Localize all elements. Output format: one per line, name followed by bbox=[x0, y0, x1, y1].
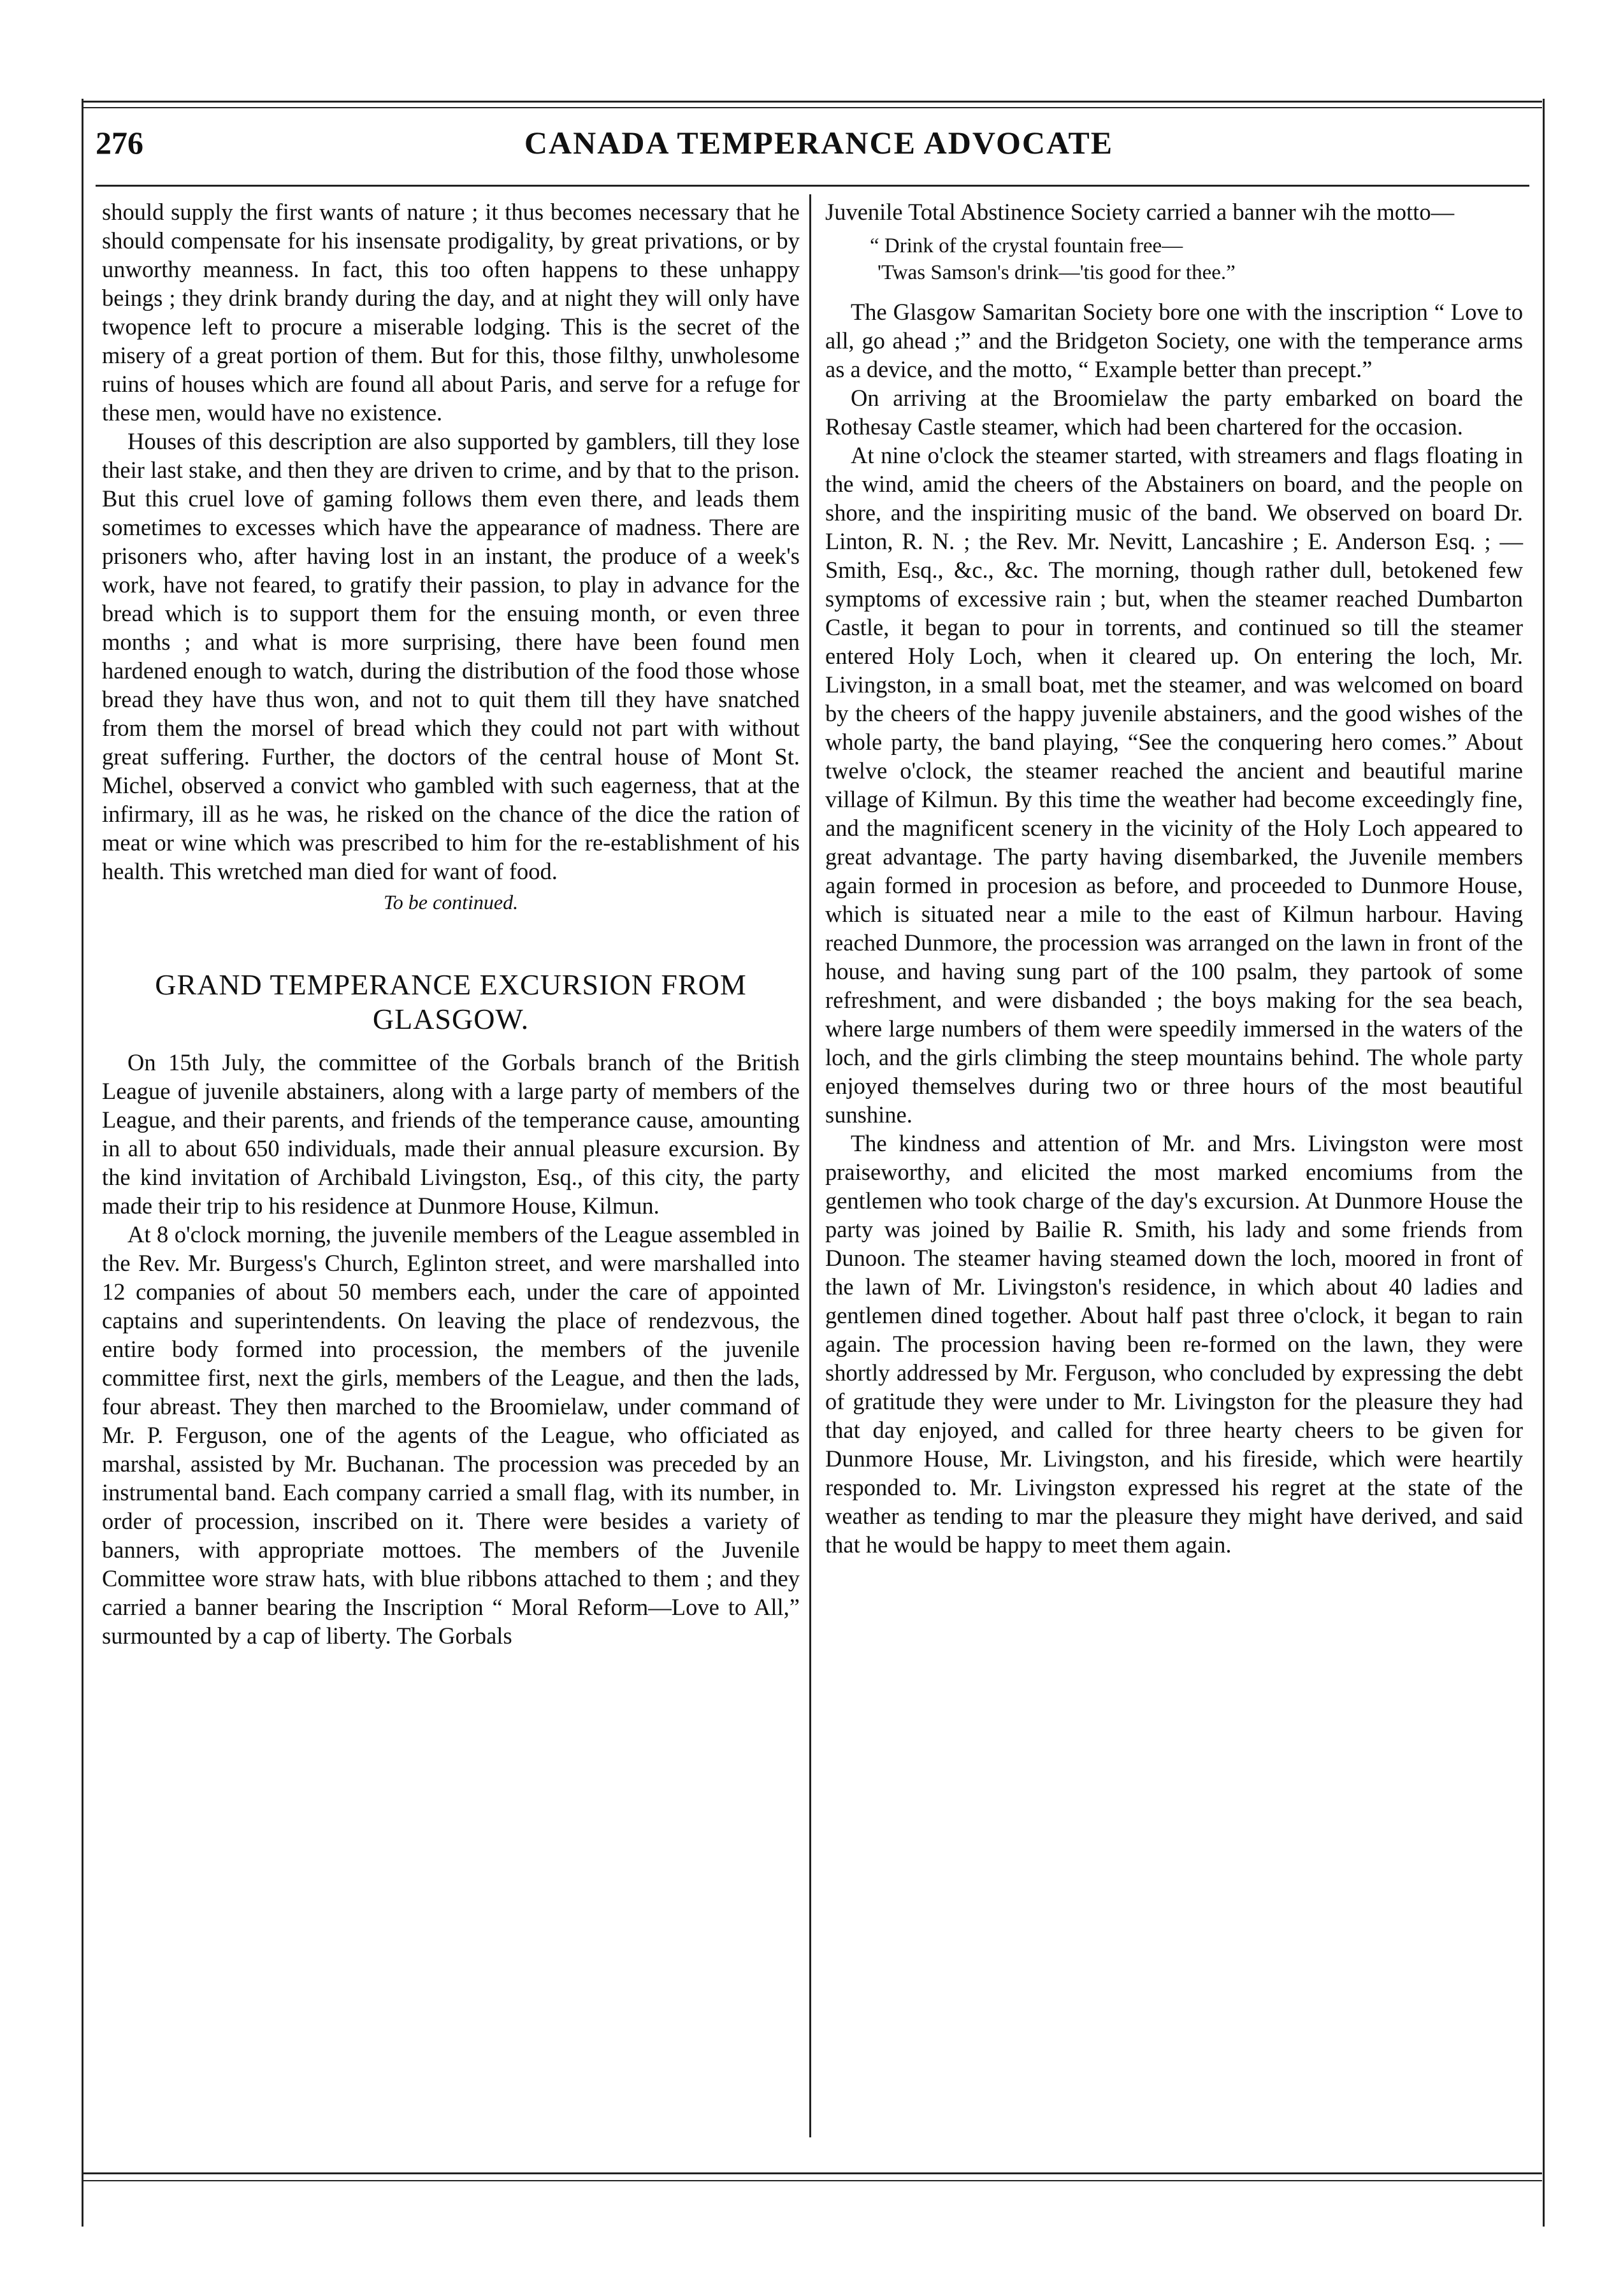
paragraph: Juvenile Total Abstinence Society carried a banner wih the motto— bbox=[825, 199, 1455, 225]
column-divider bbox=[809, 194, 811, 2137]
paragraph: should supply the first wants of nature ; it thus becomes necessary that he should compensate for his insensate prodigality, by great privations, or by unworthy meanness. In fact, this too often happens to these unhappy beings ; they drink brandy during the day, and at night they will only have twopence left to procure a miserable lodging. This is the secret of the misery of a great portion of them. But for this, those filthy, unwholesome ruins of houses which are found all about Paris, and serve for a refuge for these men, would have no existence. bbox=[102, 199, 800, 426]
verse-line: “ Drink of the crystal fountain free— bbox=[870, 234, 1183, 257]
paragraph: On arriving at the Broomielaw the party embarked on board the Rothesay Castle steamer, which had been chartered for the occasion. bbox=[825, 385, 1523, 440]
verse-line: 'Twas Samson's drink—'tis good for thee.” bbox=[877, 261, 1236, 284]
header-rule bbox=[96, 185, 1529, 187]
top-double-rule bbox=[82, 101, 1542, 103]
to-be-continued-note: To be continued. bbox=[383, 891, 519, 914]
paragraph: The kindness and attention of Mr. and Mrs. Livingston were most praiseworthy, and elicited the most marked encomiums from the gentlemen who took charge of the day's excursion. At Dunmore House the party was joined by Bailie R. Smith, his lady and some friends from Dunoon. The steamer having steamed down the loch, moored in front of the lawn of Mr. Livingston's residence, in which about 40 ladies and gentlemen dined together. About half past three o'clock, it began to rain again. The procession having been re-formed on the lawn, they were shortly addressed by Mr. Ferguson, who concluded by expressing the debt of gratitude they were under to Mr. Livingston for the pleasure they had that day enjoyed, and called for three hearty cheers to be given for Dunmore House, Mr. Livingston, and his fireside, which were heartily responded to. Mr. Livingston expressed his regret at the state of the weather as tending to mar the pleasure they might have derived, and said that he would be happy to meet them again. bbox=[825, 1130, 1523, 1558]
running-title: CANADA TEMPERANCE ADVOCATE bbox=[524, 125, 1114, 161]
article-heading: GRAND TEMPERANCE EXCURSION FROM GLASGOW. bbox=[155, 968, 747, 1035]
paragraph: On 15th July, the committee of the Gorbals branch of the British League of juvenile abstainers, along with a large party of members of the League, and their parents, and friends of the temperance cause, amounting in all to about 650 individuals, made their annual pleasure excursion. By the kind invitation of Archibald Livingston, Esq., of this city, the party made their trip to his residence at Dunmore House, Kilmun. bbox=[102, 1049, 800, 1219]
paragraph: Houses of this description are also supported by gamblers, till they lose their last stake, and then they are driven to crime, and by that to the prison. But this cruel love of gaming follows them even there, and leads them sometimes to excesses which have the appearance of madness. There are prisoners who, after having lost in an instant, the produce of a week's work, have not feared, to gratify their passion, to play in advance for the bread which is to support them for the ensuing month, or even three months ; and what is more surprising, there have been found men hardened enough to watch, during the distribution of the food those whose bread they have thus won, and not to quit them till they have snatched from them the morsel of bread which they could not part with without great suffering. Further, the doctors of the central house of Mont St. Michel, observed a convict who gambled with such eagerness, that at the infirmary, ill as he was, he risked on the chance of the dice the ration of meat or wine which was prescribed to him for the re-establishment of his health. This wretched man died for want of food. bbox=[102, 428, 800, 884]
top-double-rule-inner bbox=[82, 107, 1542, 108]
motto-verse bbox=[870, 233, 1523, 286]
paragraph: At 8 o'clock morning, the juvenile members of the League assembled in the Rev. Mr. Burgess's Church, Eglinton street, and were marshalled into 12 companies of about 50 members each, under the care of appointed captains and superintendents. On leaving the place of rendezvous, the entire body formed into procession, the members of the juvenile committee first, next the girls, members of the League, and then the lads, four abreast. They then marched to the Broomielaw, under command of Mr. P. Ferguson, one of the agents of the League, who officiated as marshal, assisted by Mr. Buchanan. The procession was preceded by an instrumental band. Each company carried a small flag, with its number, in order of procession, inscribed on it. There were besides a variety of banners, with appropriate mottoes. The members of the Juvenile Committee wore straw hats, with blue ribbons attached to them ; and they carried a banner bearing the Inscription “ Moral Reform—Love to All,” surmounted by a cap of liberty. The Gorbals bbox=[102, 1221, 800, 1649]
bottom-double-rule bbox=[82, 2180, 1542, 2181]
bottom-rule bbox=[82, 2172, 1542, 2174]
left-column bbox=[102, 197, 800, 1650]
page-number: 276 bbox=[96, 125, 143, 161]
right-column bbox=[825, 197, 1523, 1559]
paragraph: At nine o'clock the steamer started, with streamers and flags floating in the wind, amid the cheers of the Abstainers on board, and the people on shore, and the inspiriting music of the band. We observed on board Dr. Linton, R. N. ; the Rev. Mr. Nevitt, Lancashire ; E. Anderson Esq. ; — Smith, Esq., &c., &c. The morning, though rather dull, betokened few symptoms of excessive rain ; but, when the steamer reached Dumbarton Castle, it began to pour in torrents, and continued so till the steamer entered Holy Loch, when it cleared up. On entering the loch, Mr. Livingston, in a small boat, met the steamer, and was welcomed on board by the cheers of the happy juvenile abstainers, and the good wishes of the whole party, the band playing, “See the conquering hero comes.” About twelve o'clock, the steamer reached the ancient and beautiful marine village of Kilmun. By this time the weather had become exceedingly fine, and the magnificent scenery in the vicinity of the Holy Loch appeared to great advantage. The party having disembarked, the Juvenile members again formed in procesion as before, and proceeded to Dunmore House, which is situated near a mile to the east of Kilmun harbour. Having reached Dunmore, the procession was arranged on the lawn in front of the house, and having sung part of the 100 psalm, they partook of some refreshment, and were disbanded ; the boys making for the sea beach, where large numbers of them were speedily immersed in the waters of the loch, and the girls climbing the steep mountains behind. The whole party enjoyed themselves during two or three hours of the most beautiful sunshine. bbox=[825, 442, 1523, 1128]
paragraph: The Glasgow Samaritan Society bore one with the inscription “ Love to all, go ahead ;” and the Bridgeton Society, one with the temperance arms as a device, and the motto, “ Example better than precept.” bbox=[825, 299, 1523, 382]
page-header bbox=[96, 124, 1542, 175]
